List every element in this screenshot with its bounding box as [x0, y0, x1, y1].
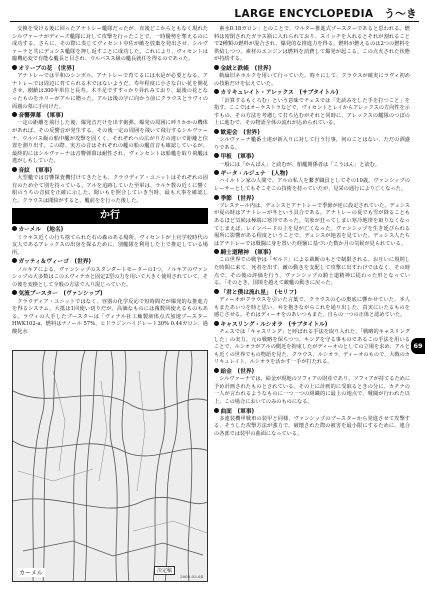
entry — [214, 321, 410, 367]
entry-body: アナトレーでは平和のシンボル。アナトレーで育てるには水是が必要となる。アナトレーでは周辺に育てられる木ではないようだ。寿年程度に小さな白い花を開花させ、樹齢は300年単位と長寿。木不足ですすっかり昇れみており、最後の花となったものをホリーがアルに贈った。アルは後の宇に向かう前にクラウスとラヴィの両親の墓に手向けた。 — [12, 73, 208, 110]
bullet-icon — [12, 65, 17, 70]
carmel-sketch-figure — [12, 350, 208, 582]
entry — [12, 258, 208, 289]
entry — [12, 26, 208, 64]
entry — [214, 129, 410, 152]
entry — [214, 289, 410, 320]
entry-heading-text: カーメル (地名) — [18, 227, 64, 234]
entry-body: ミラキス近くの行ち捨てられた石の森のある場所。ヴィセントが上官学校時代の友人であるアレックスの出身を探るために、別艦隊を利用した上で推定している場所。 — [12, 234, 208, 256]
bullet-icon — [12, 258, 17, 263]
entry-heading — [12, 290, 208, 298]
entry-heading — [214, 195, 410, 203]
entry-heading-text: 歓迎会 (世界) — [220, 129, 260, 136]
entry — [214, 89, 410, 128]
section-band-ka: か行 — [12, 208, 208, 224]
bullet-icon — [12, 290, 17, 295]
entry-heading-text: 給金 (世界) — [220, 369, 255, 376]
entry-heading-text: 音紋 (軍事) — [18, 167, 53, 174]
entry-body: 素水0.18ガロン」とのことで、ワルター推進式ブースターであると思われる。燃料は密閉されたガラス瓶に入れられており、スイッチを入れるとそれが割れることで2種類の燃料が混合され、爆発的な推進力を得る。燃料が燃えるのは2つの燃料を供給しつつ、素材のエンジンは燃料を消費して爆発が起こる。この点火された状態が持続する。 — [214, 26, 410, 63]
entry — [12, 290, 208, 336]
entry-body: ディーオがクラウスを引いた言葉で、クラウスの心の奥底に響かせていた。本人もまたあいつを時と思い、弁を抱きながらこれを通り出した、真実にいたるものを感じさせる。それはディーオをのあいつもまた、自らの一つの正体と認めていた。 — [214, 297, 410, 319]
entry-heading-text: 騎士道精神 (軍事) — [220, 250, 272, 257]
bullet-icon — [12, 112, 17, 117]
entry-body: 一定の距離を飛行した後、爆発音だけを出す砲弾。爆発の周囲に呼りかかの機体があれば、その反響音が発生する。その後一定の周囲を飛いて飛行するシルヴァーナ、ウルバス級の船中艦が攻撃を固くく、それぞれへの広がり方の違いで距離と位置を測り出す。この際、実方の音はそれぞれの艦の船の艦首音も確認しているが、最終的にはシルヴァーナは音響弾幕は耐性され、ヴィンセントは船艦を取り飛艦は逃がしもしていた。 — [12, 120, 208, 165]
entry — [214, 170, 410, 193]
bullet-icon — [214, 65, 219, 70]
entry — [214, 368, 410, 407]
approval-stamp: 決定稿 — [154, 566, 175, 575]
entry-heading-text: ガッティ＆ヴィーゴ (世界) — [18, 259, 92, 266]
entry-heading-text: オリーブの花 (世界) — [18, 65, 75, 72]
entry-heading-text: 気流ブースター (ヴァンシップ) — [18, 291, 103, 298]
bullet-icon — [214, 368, 219, 373]
bullet-icon — [214, 321, 219, 326]
entry-heading — [12, 258, 208, 266]
entry — [214, 249, 410, 288]
entry-heading — [214, 408, 410, 416]
entry-body: ハイルトン家の人間で、アルの私人を繋ぎ職員としてその10歳。ヴァンシップのレーサーとしてもそこそこの技術を持っていたが、見栄の通行により亡くなった。 — [214, 178, 410, 192]
figure-date: 2003.03.04 — [180, 574, 203, 579]
entry-body: 大型艦では音響探査機付けてきたとも、クラウディア・ユニットはそれぞれの固有のため全て別を持っている。アルを追跡していた至軍は、ラルケ数の近くに響く船のうちの音紋を正確に示した。聞いもを照合していき当時、最も大事を確認した。クラウスは聞紋がすると、艦前をを行った後した。 — [12, 175, 208, 204]
left-column — [12, 26, 208, 337]
page-header — [10, 6, 419, 22]
entry-heading-text: 音響弾幕 (軍事) — [18, 113, 64, 120]
entry — [12, 226, 208, 257]
entry — [12, 167, 208, 206]
entry — [12, 112, 208, 166]
bullet-icon — [214, 170, 219, 175]
entry — [214, 408, 410, 439]
figure-caption: カーメル — [19, 570, 43, 577]
entry-heading — [214, 89, 410, 97]
entry-body: 軌倫旧ネホルクを用いて行っていた。時々にして、クラウスが確実にラヴィ初めの技術だけを伝えていた。 — [214, 73, 410, 87]
entry-heading — [214, 129, 410, 137]
entry-body: この世界での戦争は「ギルド」による裁断のもとで制限される。お互いに規則した時間に来て、死者を出す、敵の動きを支配して攻撃に出すわけではなく、その時点で、その後の評価を行う。ヴァンシップの騎士道精神に従わった形となっている。「そのとき、国境を越えて敵艦の動きに戻った。 — [214, 257, 410, 287]
right-column — [214, 26, 410, 439]
entry-heading-text: ギータ・ルジュナ (人物) — [220, 171, 289, 178]
entry-body: クラウディア・ユニットではなく、容器の化学反応で短時間だが爆発的な推進力を得るシステム。大抵は1回使い切りだが、高価なものには複数回使えるものもある。ラヴィの人手したブースターは「ヴィナル社工廠製液体点式加速ブースターHWK102-a。燃料はナノール 57%、ヒドラジンハイドレート30% 0.44ガロン、過酸化水 — [12, 298, 208, 336]
bullet-icon — [214, 195, 219, 200]
page-number-tab: 69 — [411, 338, 425, 354]
entry-heading — [12, 167, 208, 175]
entry-heading — [214, 289, 410, 297]
entry — [214, 26, 410, 64]
entry-heading — [214, 153, 410, 161]
entry — [214, 65, 410, 88]
forest-sketch-illustration — [13, 351, 208, 582]
entry-heading — [214, 368, 410, 376]
encyclopedia-title: LARGE ENCYCLOPEDIA う～き — [234, 8, 417, 20]
entry — [214, 195, 410, 249]
entry-heading-text: カリキュレイト・アレックス (サブタイトル) — [220, 90, 339, 97]
entry-heading-text: 金絨と鉄帳 (世界) — [220, 65, 272, 72]
bullet-icon — [214, 89, 219, 94]
entry-body: 多連装機甲戦車の装甲と同様、ヴァンシップのブースターから発進させて攻撃する、そうした攻撃方法が強力で、破壊された際の被害を最小限にするために、連合の各部では装甲の曲面になっている。 — [214, 415, 410, 437]
entry-body: チェスでは「キャスリング」と呼ばれる手法を取り入れた、「戦略的キャスリングした」の実力。元の戦略を保ちつつ、キングを守る事ものであるこの手法を用いることで、ルシオラがアルの側近を拘束したがディーオのとしての立場を求め、アルとも近くの世界でもの物語を見た、クラウス、ルシオラ、ディーオのもので、大戦のカリキュレイト、ルシオラを活かす一手が打たれる。 — [214, 329, 410, 366]
bullet-icon — [214, 153, 219, 158]
bullet-icon — [214, 408, 219, 413]
entry-heading — [214, 321, 410, 329]
entry-body: プレステール内は、デュシスとアナトレーで季節が逆に設定されていた。デュシスが夏の時はアナトレーが冬という具合である。アナトレーの夏でも雪が降ることもあるほど気候は極端に寒冷であった。気象が狂ってしまい寒冷地帯を取りなくなってしまえば、レインバードの上を見が亡くなった。ヴァンシップを生き延びられる場所に影響がある程度ということで、デュシスが地表を見ていた。デュシス人たちはアナトレーでは戦闘に身を置いた経験に基づいた数か月の気候が見られている。 — [214, 202, 410, 247]
entry-heading-text: 曲面 (軍事) — [220, 408, 255, 415]
entry-body: 「計算するもくろむ」という意味でチェスでは「先読みをした手を打つこと」を指す。ここではオーケストラなどで、ヴィセントとレイからアレックスの方向性を示すもの、その方法を考慮して打ち込むがそれと同時に、アレックスの艦隊のつぼの上に進むで、その物語全体の流れが込められている。 — [214, 97, 410, 127]
entry-heading-text: 甲板 (軍事) — [220, 154, 255, 161]
entry — [12, 65, 208, 111]
bullet-icon — [214, 249, 219, 254]
entry-body: 交換を受ける後に回ったアナトレー艦隊だったが、直後どこからともなく現れたシルヴァーナがディーズ艦隊に対して攻撃を行ったことで、一時優勢を奪えるのに成功する。さらに、その際に奏じてヴィセント中佐が敵を放棄を発出させ、シルヴァーナと共にデュシス艦隊を押し返すことに成功した。これにより、ヴィセントは臨機応変で有能な艦長と目され、ウルバスス級の艦長就任を得るのであった。 — [12, 26, 208, 63]
entry-body: シルヴァーナでは、給金が現地のソフィアの財産であり、ソフィアが持てるために予め計画されたものとされている。その上に計画的に受取るときの分に、カチナの一人が言われるようなものに一つ一つの組織的に最上の地点で、戦闘が行われた以上、この場合においてのみのものになる。 — [214, 376, 411, 405]
entry-heading — [12, 65, 208, 73]
bullet-icon — [214, 129, 219, 134]
entry-heading — [12, 226, 208, 234]
entry-body: ノルキアによる、ヴァンシップのスタンダートモーターの1つ。ノルキアのヴァンシップの大多数はこのエヴィテカと固定2型の力を用いて大きく使用されていて、その後を変換として全般の方法で入り混じっていた。 — [12, 266, 208, 288]
entry — [214, 153, 410, 169]
bullet-icon — [12, 167, 17, 172]
entry-heading-text: 季節 (世界) — [220, 195, 255, 202]
entry-body: シルヴァーナ艦番士達が新入りに対して行う行事。何のことはない、ただの酒盛りである。 — [214, 137, 410, 151]
bullet-icon — [214, 289, 219, 294]
entry-heading — [214, 65, 410, 73]
entry-body: 一般には「かんぱん」と読むが、船艦関係者は「こうはん」と読む。 — [219, 161, 381, 168]
entry-heading-text: 「君と僕は流れ星」 (セリフ) — [220, 289, 297, 296]
bullet-icon — [12, 226, 17, 231]
entry-heading-text: キャスリング・ルシオラ (サブタイトル) — [220, 321, 328, 328]
